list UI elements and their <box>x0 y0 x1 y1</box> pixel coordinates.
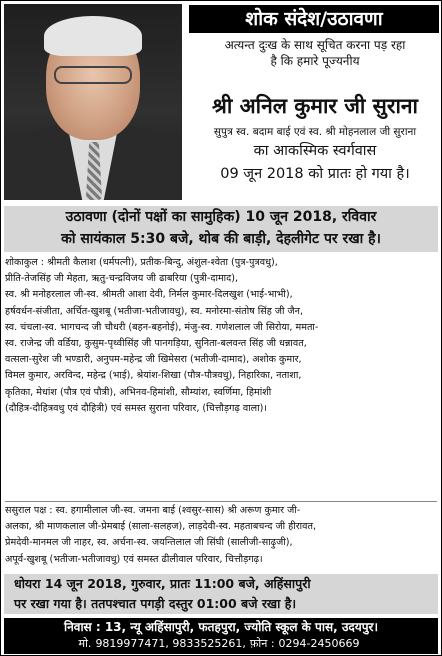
residence-address: निवास : 13, न्यू अहिंसापुरी, फतहपुरा, ज्योति स्कूल के पास, उदयपुर। <box>64 620 378 634</box>
mobile-numbers: 9819977471, 9833525261, <box>95 637 246 650</box>
family-line: स्व. श्री मनोहरलाल जी-स्व. श्रीमती आशा देवी, निर्मल कुमार-दिलखुश (भाई-भाभी), <box>5 289 293 301</box>
uthavna-line-1: उठावणा (दोनों पक्षों का सामुहिक) 10 जून 2018, रविवार <box>65 209 377 225</box>
family-line: कृतिका, मेधांश (पौत्र एवं पौत्री), अभिनव-हिमांशी, सौम्यांश, स्वर्णिमा, हिमांशी <box>5 386 272 398</box>
contact-footer <box>4 618 438 654</box>
mobile-label: मो. <box>78 637 92 650</box>
in-laws-list <box>5 501 437 568</box>
intro-line-1: अत्यन्त दुःख के साथ सूचित करना पड़ रहा <box>224 38 406 52</box>
in-laws-line: अलका, श्री माणकलाल जी-प्रेमबाई (साला-सलहज), लाड़देवी-स्व. महताबचन्द जी हीरावत, <box>5 521 316 533</box>
in-laws-line: अपूर्व-खुशबू (भतीजा-भतीजावधु) एवं समस्त ढीलीवाल परिवार, चित्तौड़गढ़। <box>5 553 263 565</box>
dhoyra-line-2: पर रखा गया है। ततपश्चात पगड़ी दस्तुर 01:00 बजे रखा है। <box>14 596 297 611</box>
family-line: हर्षवर्धन-संजीता, अर्चित-खुशबू (भतीजा-भतीजावधु), स्व. मनोरमा-संतोष सिंह जी जैन, <box>5 305 304 317</box>
family-line: शोकाकुल : श्रीमती कैलाश (धर्मपत्नी), प्रतीक-बिन्दु, अंशुल-श्वेता (पुत्र-पुत्रवधु), <box>5 257 278 268</box>
family-line: (दौहित्र-दौहित्रवधु एवं दौहित्री) एवं समस्त सुराना परिवार, (चित्तौड़गढ़ वाला)। <box>5 402 268 414</box>
dhoyra-line-1: धोयरा 14 जून 2018, गुरुवार, प्रातः 11:00 बजे, अहिंसापुरी <box>14 576 311 591</box>
phone-number: 0294-2450669 <box>278 637 360 650</box>
photo-hair <box>44 16 142 56</box>
portrait-photo <box>4 4 182 200</box>
intro-text <box>189 37 441 69</box>
uthavna-announcement <box>4 206 438 252</box>
family-line: प्रीति-तेजसिंह जी मेहता, ऋतु-चन्द्रविजय जी ढाबरिया (पुत्री-दामाद), <box>5 273 239 285</box>
family-line: विमल कुमार, अरविन्द, महेन्द्र (भाई), श्रेयांश-शिखा (पौत्र-पौत्रवधु), निहारिका, नताशा, <box>5 370 302 382</box>
demise-date: 09 जून 2018 को प्रातः हो गया है। <box>220 166 410 182</box>
photo-glasses <box>54 66 132 84</box>
notice-header <box>1 1 441 203</box>
dhoyra-announcement <box>4 574 438 614</box>
in-laws-line: प्रेमदेवी-मानमल जी नाहर, स्व. अर्चना-स्व. जयन्तिलाल जी सिंघी (सालीजी-साढ़ुजी), <box>5 537 293 549</box>
contact-numbers <box>4 636 438 652</box>
parentage-line: सुपुत्र स्व. बदाम बाई एवं स्व. श्री मोहनलाल जी सुराना <box>213 126 417 138</box>
demise-line: का आकस्मिक स्वर्गवास <box>253 143 377 159</box>
intro-line-2: है कि हमारे पूज्यनीय <box>270 54 360 68</box>
phone-label: फ़ोन : <box>249 637 275 650</box>
in-laws-line: ससुराल पक्ष : स्व. हगामीलाल जी-स्व. जमना बाई (श्वसुर-सास) श्री अरूण कुमार जी- <box>5 505 301 516</box>
deceased-name: श्री अनिल कुमार जी सुराना <box>212 94 418 118</box>
family-line: स्व. चंचला-स्व. भागचन्द जी चौधरी (बहन-बहनोई), मंजु-स्व. गणेशलाल जी सिरोया, ममता- <box>5 321 319 333</box>
mourning-family-list <box>5 255 437 417</box>
notice-title-banner: शोक संदेश/उठावणा <box>189 5 439 33</box>
uthavna-line-2: को सायंकाल 5:30 बजे, थोब की बाड़ी, देहलीगेट पर रखा है। <box>61 231 381 247</box>
family-line: वत्सला-सुरेश जी भण्डारी, अनुपम-महेन्द्र जी खिमेसरा (भतीजी-दामाद), अशोक कुमार, <box>5 354 302 366</box>
family-line: स्व. राजेन्द्र जी वर्डिया, कुसुम-पृथ्वीसिंह जी पानगड़िया, सुनिता-बलवन्त सिंह जी धन्नावत, <box>5 338 307 350</box>
